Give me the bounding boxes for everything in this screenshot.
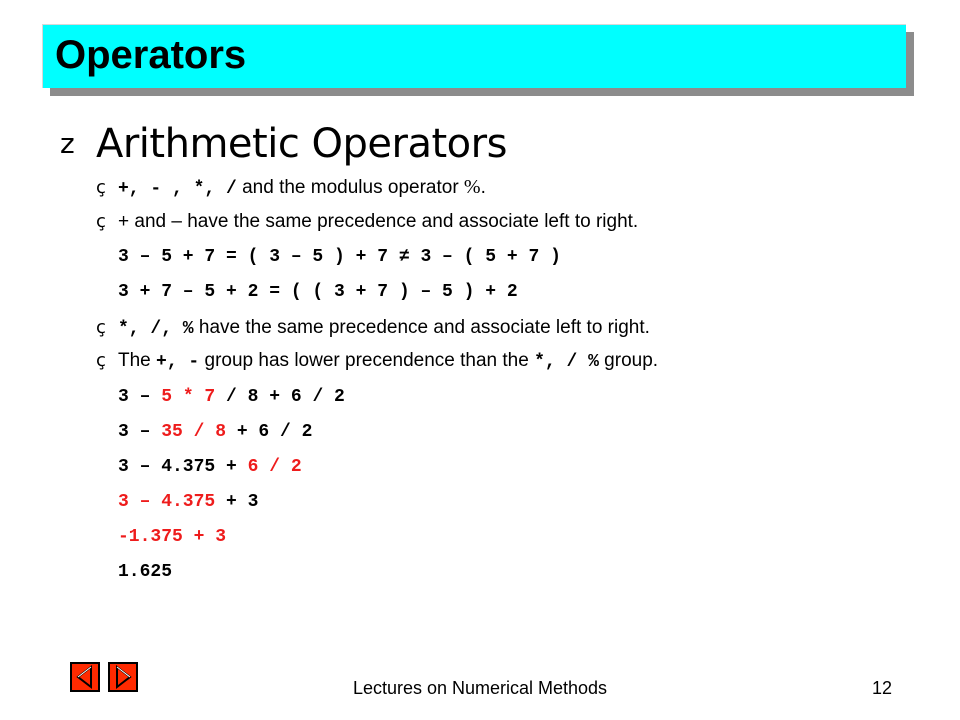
- section-heading: Arithmetic Operators: [96, 121, 507, 167]
- eval-highlight: 5 * 7: [161, 387, 216, 407]
- eval-highlight: -1.375 + 3: [118, 527, 227, 547]
- bullet-line-2: [96, 207, 638, 237]
- code-example-2: 3 + 7 – 5 + 2 = ( ( 3 + 7 ) – 5 ) + 2: [118, 282, 518, 302]
- sub-bullet-icon: ç: [96, 177, 106, 198]
- eval-step-1: [118, 382, 345, 412]
- footer-title: Lectures on Numerical Methods: [352, 678, 608, 698]
- sub-bullet-icon: ç: [96, 211, 106, 232]
- page-number: 12: [871, 678, 892, 698]
- bullet-line-4: [96, 346, 658, 376]
- eval-step-3: [118, 452, 302, 482]
- eval-text: + 6 / 2: [226, 422, 313, 442]
- line-text: group has lower precendence than the: [199, 350, 535, 371]
- code-example-1: 3 – 5 + 7 = ( 3 – 5 ) + 7 ≠ 3 – ( 5 + 7 ): [118, 247, 561, 267]
- eval-highlight: 3 – 4.375: [118, 492, 216, 512]
- eval-step-5: [118, 522, 226, 552]
- eval-step-4: [118, 487, 258, 517]
- bullet-line-3: [96, 313, 650, 343]
- bullet-line-1: [96, 172, 486, 202]
- operator-list: +, - , *, /: [118, 179, 237, 199]
- line-text: and the modulus operator: [236, 177, 464, 198]
- line-end: .: [480, 177, 486, 198]
- eval-step-6: 1.625: [118, 562, 173, 582]
- eval-text: 3 –: [118, 387, 162, 407]
- sub-bullet-icon: ç: [96, 350, 106, 371]
- eval-text: 3 – 4.375 +: [118, 457, 248, 477]
- operator-group-2: *, / %: [534, 352, 599, 372]
- eval-highlight: 35 / 8: [161, 422, 227, 442]
- eval-text: 3 –: [118, 422, 162, 442]
- eval-highlight: 6 / 2: [247, 457, 302, 477]
- operator-list: *, /, %: [118, 319, 194, 339]
- title-bar: [42, 24, 906, 88]
- eval-step-2: [118, 417, 312, 447]
- line-text: The: [118, 350, 157, 371]
- line-text: group.: [598, 350, 659, 371]
- line-text: + and – have the same precedence and associate left to right.: [118, 211, 639, 232]
- modulus-symbol: %: [463, 176, 481, 198]
- operator-group-1: +, -: [156, 352, 200, 372]
- heading-bullet-icon: z: [60, 127, 75, 160]
- eval-text: + 3: [215, 492, 259, 512]
- eval-text: / 8 + 6 / 2: [215, 387, 345, 407]
- slide-title: Operators: [55, 33, 247, 77]
- sub-bullet-icon: ç: [96, 317, 106, 338]
- line-text: have the same precedence and associate left to right.: [193, 317, 650, 338]
